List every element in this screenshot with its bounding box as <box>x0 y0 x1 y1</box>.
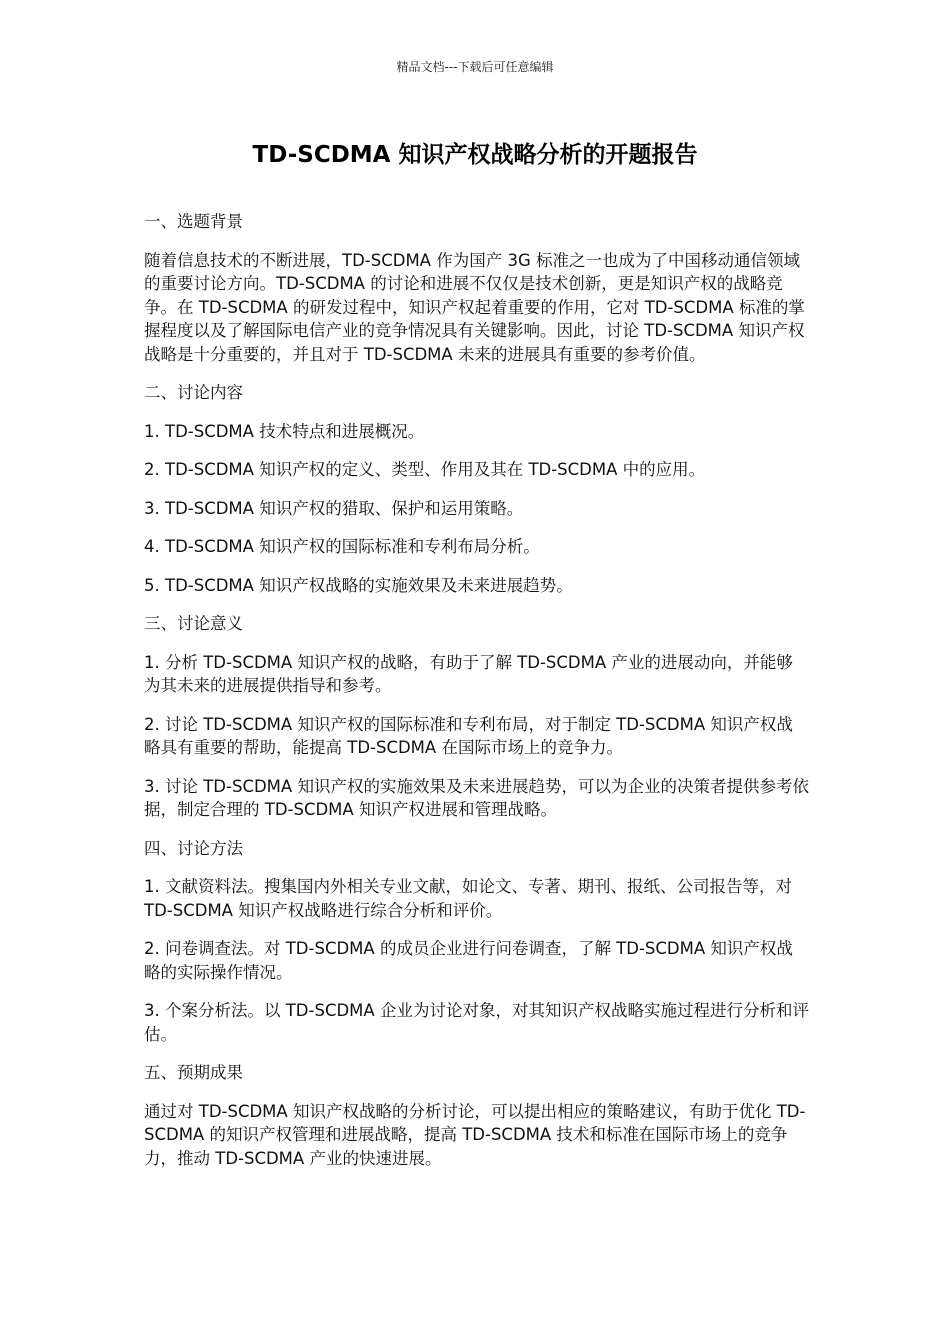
methods-item: 2. 问卷调查法。对 TD-SCDMA 的成员企业进行问卷调查，了解 TD-SCDMA 知识产权战略的实际操作情况。 <box>144 939 793 982</box>
background-paragraph: 随着信息技术的不断进展，TD-SCDMA 作为国产 3G 标准之一也成为了中国移动通信领域的重要讨论方向。TD-SCDMA 的讨论和进展不仅仅是技术创新，更是知识产权的战略竞争。在 TD-SCDMA 的研发过程中，知识产权起着重要的作用，它对 TD-SCDMA 标准的掌握程度以及了解国际电信产业的竞争情况具有关键影响。因此，讨论 TD-SCDMA 知识产权战略是十分重要的，并且对于 TD-SCDMA 未来的进展具有重要的参考价值。 <box>144 250 805 364</box>
content-item: 5. TD-SCDMA 知识产权战略的实施效果及未来进展趋势。 <box>144 575 573 595</box>
methods-item: 1. 文献资料法。搜集国内外相关专业文献，如论文、专著、期刊、报纸、公司报告等，对 TD-SCDMA 知识产权战略进行综合分析和评价。 <box>144 877 792 920</box>
results-paragraph: 通过对 TD-SCDMA 知识产权战略的分析讨论，可以提出相应的策略建议，有助于优化 TD-SCDMA 的知识产权管理和进展战略，提高 TD-SCDMA 技术和标准在国际市场上的竞争力，推动 TD-SCDMA 产业的快速进展。 <box>144 1101 806 1168</box>
content-item: 2. TD-SCDMA 知识产权的定义、类型、作用及其在 TD-SCDMA 中的应用。 <box>144 460 706 479</box>
significance-item: 2. 讨论 TD-SCDMA 知识产权的国际标准和专利布局，对于制定 TD-SCDMA 知识产权战略具有重要的帮助，能提高 TD-SCDMA 在国际市场上的竞争力。 <box>144 714 793 757</box>
document-body <box>144 210 809 1185</box>
section-heading-methods: 四、讨论方法 <box>144 838 243 858</box>
page-header: 精品文档---下载后可任意编辑 <box>396 60 554 74</box>
document-title: TD-SCDMA 知识产权战略分析的开题报告 <box>252 142 698 168</box>
section-heading-results: 五、预期成果 <box>144 1063 243 1082</box>
significance-item: 1. 分析 TD-SCDMA 知识产权的战略，有助于了解 TD-SCDMA 产业的进展动向，并能够为其未来的进展提供指导和参考。 <box>144 652 793 695</box>
section-heading-content: 二、讨论内容 <box>144 383 243 402</box>
section-heading-background: 一、选题背景 <box>144 212 243 231</box>
content-item: 3. TD-SCDMA 知识产权的猎取、保护和运用策略。 <box>144 498 524 518</box>
methods-item: 3. 个案分析法。以 TD-SCDMA 企业为讨论对象，对其知识产权战略实施过程进行分析和评估。 <box>144 1001 809 1044</box>
section-heading-significance: 三、讨论意义 <box>144 614 243 633</box>
content-item: 1. TD-SCDMA 技术特点和进展概况。 <box>144 421 425 441</box>
significance-item: 3. 讨论 TD-SCDMA 知识产权的实施效果及未来进展趋势，可以为企业的决策者提供参考依据，制定合理的 TD-SCDMA 知识产权进展和管理战略。 <box>144 776 809 819</box>
content-item: 4. TD-SCDMA 知识产权的国际标准和专利布局分析。 <box>144 537 540 556</box>
